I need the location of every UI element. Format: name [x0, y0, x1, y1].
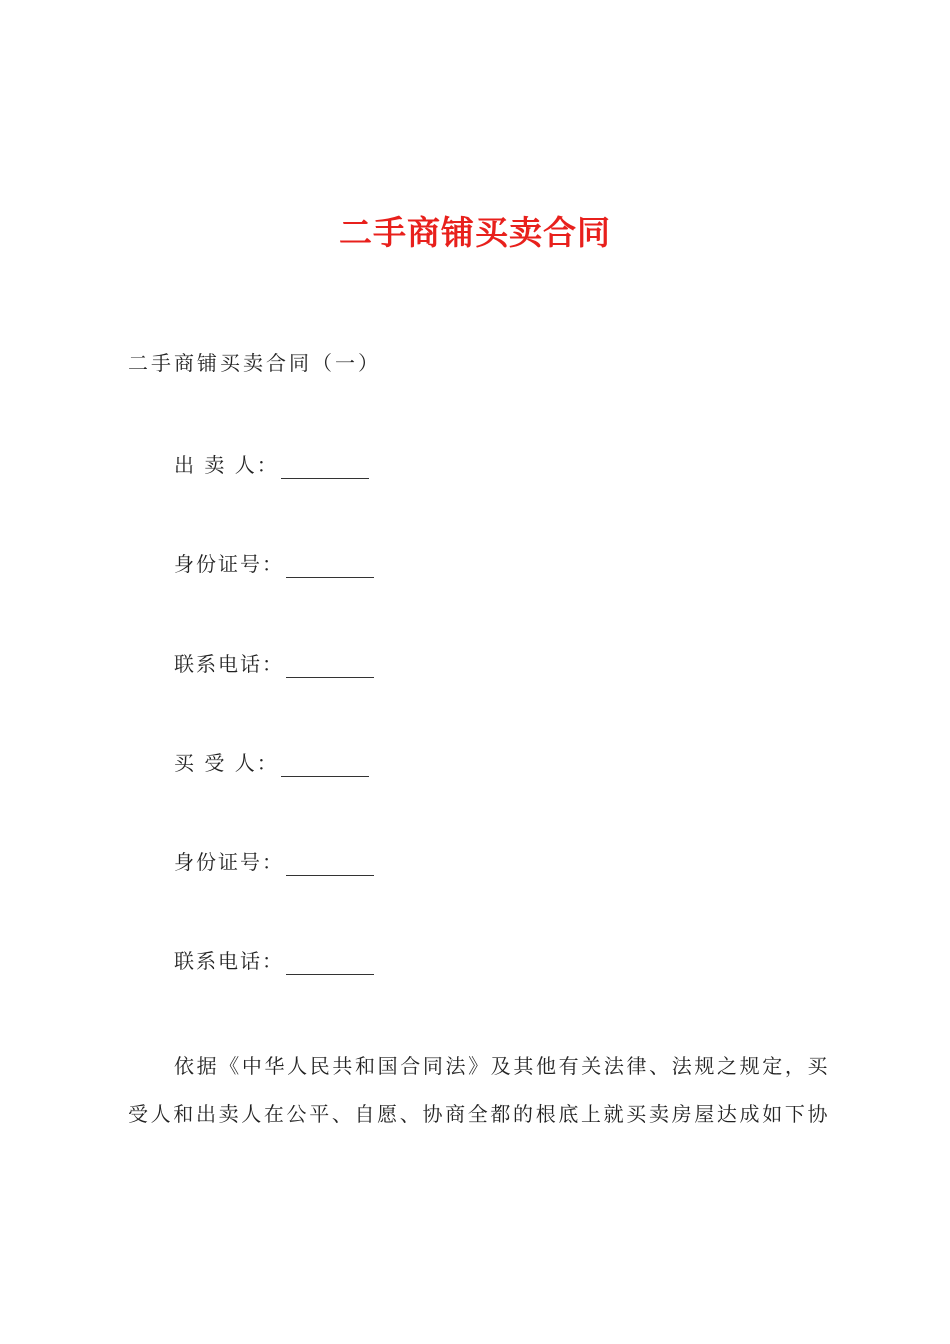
seller-id-label: 身份证号 — [174, 552, 262, 576]
seller-id-blank — [286, 555, 374, 578]
buyer-phone-label: 联系电话 — [174, 949, 262, 973]
contract-preamble-paragraph: 依据《中华人民共和国合同法》及其他有关法律、法规之规定，买受人和出卖人在公平、自愿、协商全都的根底上就买卖房屋达成如下协 — [128, 1054, 830, 1126]
seller-phone-field — [174, 649, 374, 679]
field-colon: ： — [262, 552, 282, 576]
buyer-phone-blank — [286, 952, 374, 975]
buyer-phone-field — [174, 946, 374, 976]
field-colon: ： — [262, 850, 282, 874]
field-colon: ： — [256, 751, 277, 775]
seller-phone-blank — [286, 655, 374, 678]
seller-name-label: 出 卖 人 — [174, 453, 257, 477]
seller-name-field — [174, 450, 369, 480]
buyer-id-label: 身份证号 — [174, 850, 262, 874]
field-colon: ： — [256, 453, 277, 477]
seller-name-blank — [281, 456, 369, 479]
buyer-name-field — [174, 748, 369, 778]
buyer-id-blank — [286, 853, 374, 876]
seller-id-field — [174, 549, 374, 579]
buyer-id-field — [174, 847, 374, 877]
seller-phone-label: 联系电话 — [174, 652, 262, 676]
document-title: 二手商铺买卖合同 — [339, 213, 611, 252]
field-colon: ： — [262, 949, 282, 973]
buyer-name-blank — [281, 754, 369, 777]
field-colon: ： — [262, 652, 282, 676]
section-title: 二手商铺买卖合同（一） — [128, 351, 381, 375]
buyer-name-label: 买 受 人 — [174, 751, 257, 775]
